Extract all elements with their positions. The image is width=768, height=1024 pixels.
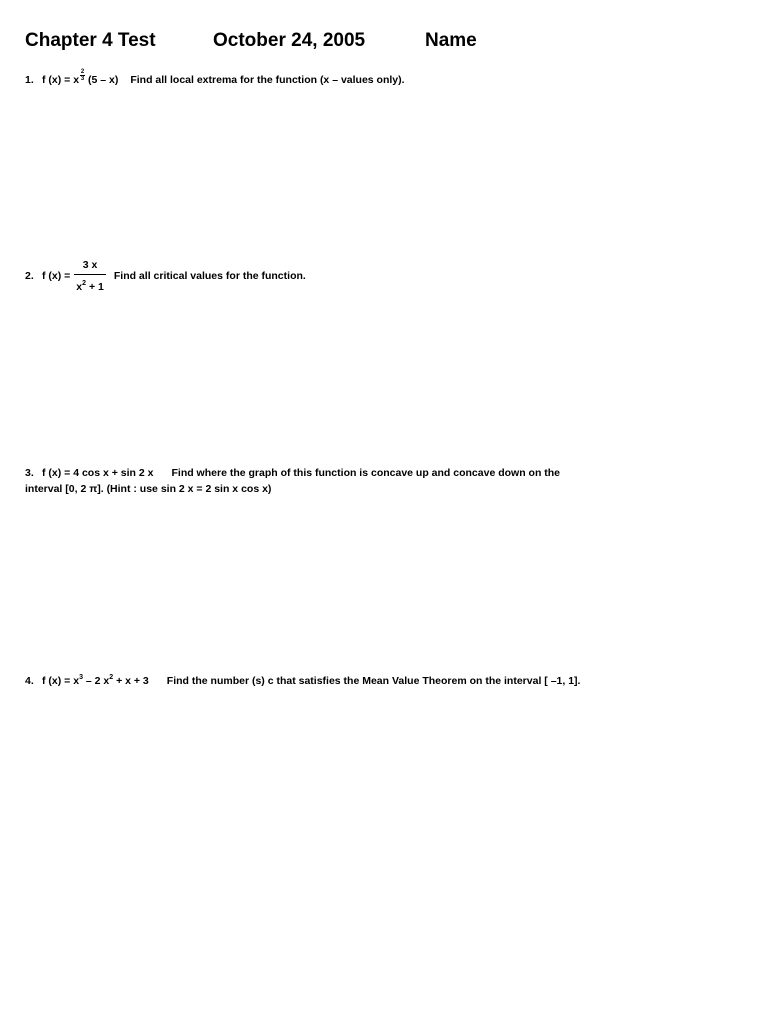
question-number: 4. — [25, 675, 34, 687]
question-2 — [25, 258, 306, 294]
question-function — [42, 69, 118, 88]
denominator-rest: + 1 — [86, 281, 104, 293]
function-part-b: – 2 x — [82, 675, 110, 687]
denominator-exponent: 2 — [82, 280, 87, 287]
function-fraction — [74, 258, 106, 294]
test-date: October 24, 2005 — [213, 30, 366, 51]
function-prefix: f (x) = — [42, 270, 71, 282]
function-part-a: f (x) = x — [42, 675, 80, 687]
question-prompt: Find where the graph of this function is concave up and concave down on the — [171, 467, 561, 479]
exponent-b: 2 — [109, 674, 114, 681]
question-prompt: Find the number (s) c that satisfies the Mean Value Theorem on the interval [ –1, 1]. — [166, 675, 581, 687]
exponent-denominator: 3 — [80, 76, 85, 82]
name-label: Name — [425, 30, 477, 51]
question-prompt: Find all local extrema for the function (x – values only). — [130, 74, 405, 86]
question-function — [42, 670, 149, 689]
fraction-numerator: 3 x — [82, 259, 98, 271]
denominator-base: x — [76, 281, 83, 293]
exponent-numerator: 2 — [80, 69, 85, 75]
exponent-a: 3 — [79, 674, 83, 681]
function-part-c: + x + 3 — [113, 675, 149, 687]
function-suffix: (5 – x) — [85, 74, 119, 86]
question-number: 2. — [25, 270, 34, 282]
test-title: Chapter 4 Test — [25, 30, 156, 51]
question-number: 1. — [25, 74, 34, 86]
function-prefix: f (x) = x — [42, 74, 80, 86]
question-line-2: interval [0, 2 π]. (Hint : use sin 2 x = 2 sin x cos x) — [25, 483, 272, 495]
question-prompt: Find all critical values for the function. — [113, 270, 306, 282]
question-4 — [25, 670, 580, 689]
question-3 — [25, 465, 560, 497]
question-line-1 — [25, 465, 560, 481]
question-function: f (x) = 4 cos x + sin 2 x — [42, 467, 154, 479]
question-number: 3. — [25, 467, 34, 479]
question-1 — [25, 69, 405, 88]
fraction-denominator — [74, 275, 106, 294]
